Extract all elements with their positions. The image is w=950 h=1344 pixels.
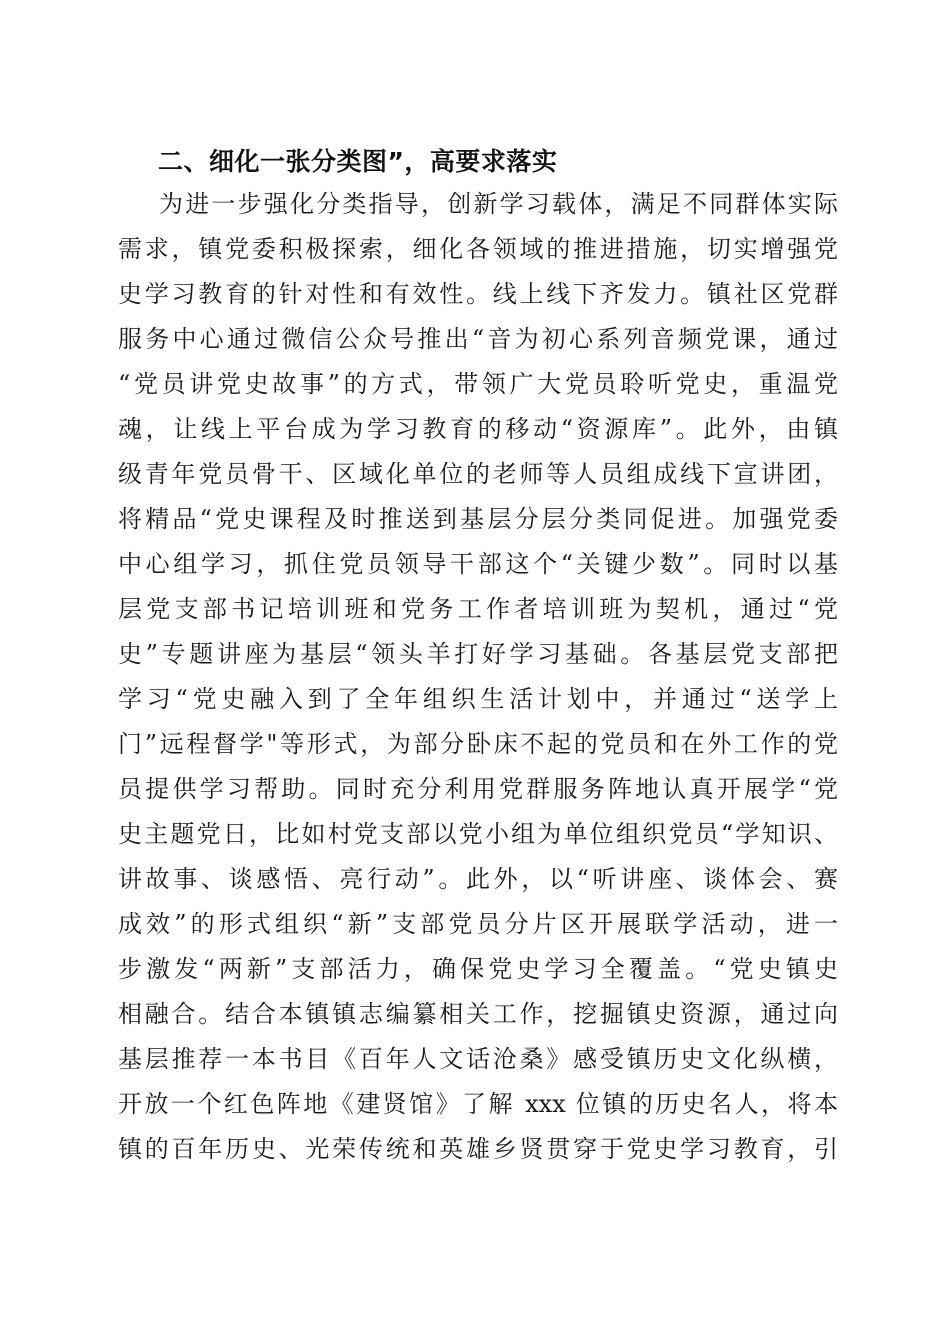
- paragraph-line: 讲故事、谈感悟、亮行动”。此外，以“听讲座、谈体会、赛: [118, 865, 838, 893]
- body-paragraph: [118, 182, 838, 1172]
- paragraph-line: 层党支部书记培训班和党务工作者培训班为契机，通过“党: [118, 595, 838, 623]
- paragraph-line: 镇的百年历史、光荣传统和英雄乡贤贯穿于党史学习教育，引: [118, 1135, 838, 1163]
- paragraph-line: 级青年党员骨干、区域化单位的老师等人员组成线下宣讲团，: [118, 460, 838, 488]
- paragraph-line: 中心组学习，抓住党员领导干部这个“关键少数”。同时以基: [118, 550, 838, 578]
- paragraph-line: 学习“党史融入到了全年组织生活计划中，并通过“送学上: [118, 685, 838, 713]
- paragraph-line: “党员讲党史故事”的方式，带领广大党员聆听党史，重温党: [118, 370, 838, 398]
- section-heading: 二、细化一张分类图”，高要求落实: [158, 147, 558, 176]
- paragraph-line: 将精品“党史课程及时推送到基层分层分类同促进。加强党委: [118, 505, 838, 533]
- paragraph-line: 史”专题讲座为基层“领头羊打好学习基础。各基层党支部把: [118, 640, 838, 668]
- paragraph-line: 员提供学习帮助。同时充分利用党群服务阵地认真开展学“党: [118, 775, 838, 803]
- paragraph-line: 需求，镇党委积极探索，细化各领域的推进措施，切实增强党: [118, 235, 838, 263]
- paragraph-line: 门”远程督学"等形式，为部分卧床不起的党员和在外工作的党: [118, 730, 838, 758]
- paragraph-line: 步激发“两新”支部活力，确保党史学习全覆盖。“党史镇史: [118, 955, 838, 983]
- paragraph-line: 魂，让线上平台成为学习教育的移动“资源库”。此外，由镇: [118, 415, 838, 443]
- paragraph-line: 成效”的形式组织“新”支部党员分片区开展联学活动，进一: [118, 910, 838, 938]
- paragraph-line: 开放一个红色阵地《建贤馆》了解 xxx 位镇的历史名人，将本: [118, 1090, 838, 1118]
- paragraph-line: 基层推荐一本书目《百年人文话沧桑》感受镇历史文化纵横，: [118, 1045, 838, 1073]
- paragraph-line: 史主题党日，比如村党支部以党小组为单位组织党员“学知识、: [118, 820, 838, 848]
- paragraph-line: 史学习教育的针对性和有效性。线上线下齐发力。镇社区党群: [118, 280, 838, 308]
- paragraph-line: 为进一步强化分类指导，创新学习载体，满足不同群体实际: [159, 190, 838, 218]
- paragraph-line: 服务中心通过微信公众号推出“音为初心系列音频党课，通过: [118, 325, 838, 353]
- paragraph-line: 相融合。结合本镇镇志编纂相关工作，挖掘镇史资源，通过向: [118, 1000, 838, 1028]
